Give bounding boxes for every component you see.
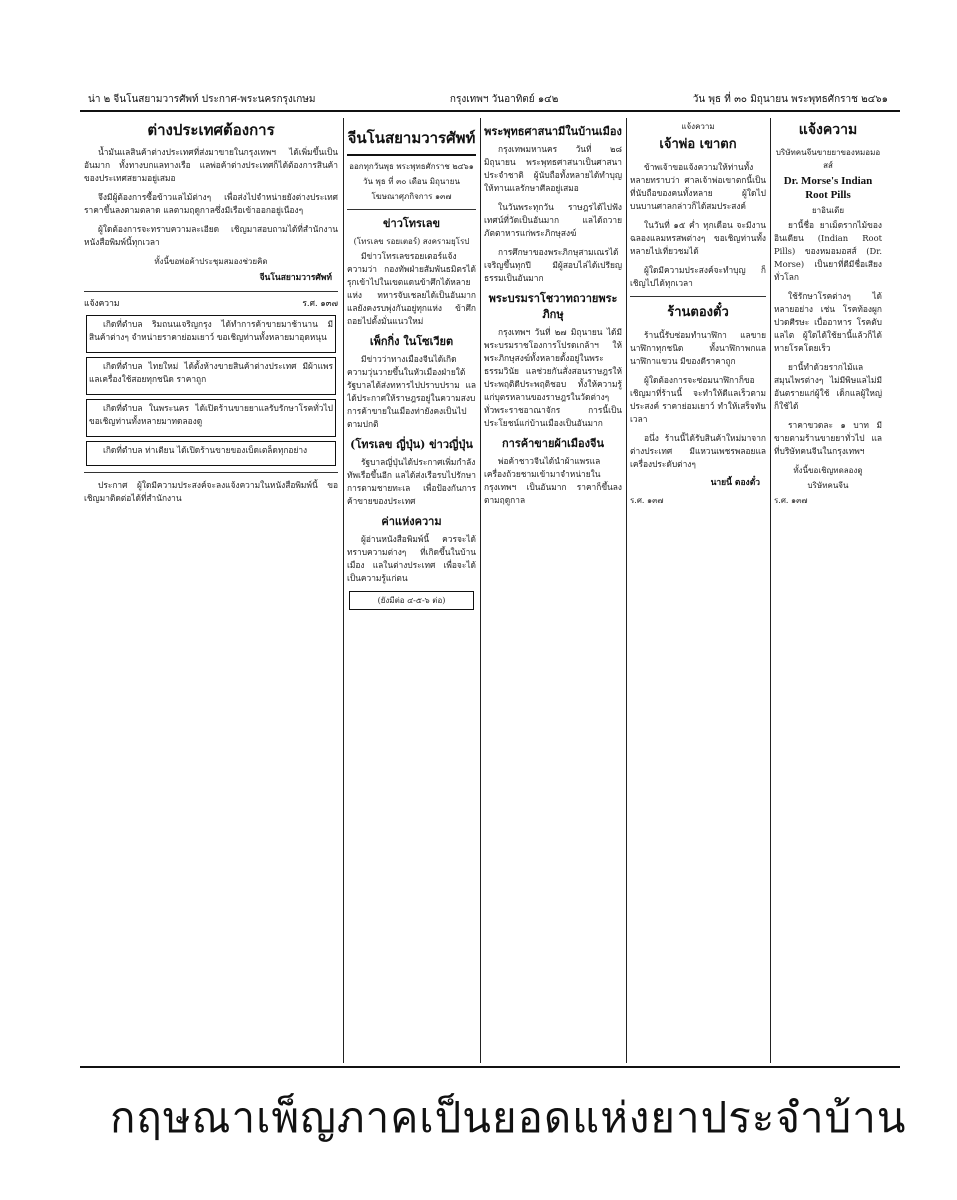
nameplate-line: วัน พุธ ที่ ๓๐ เดือน มิถุนายน <box>363 177 460 186</box>
ad-title: ร้านตองตั๋ว <box>667 305 729 320</box>
article-title: ต่างประเทศต้องการ <box>147 121 275 139</box>
section-body: กรุงเทพฯ วันที่ ๒๗ มิถุนายน ได้มีพระบรมราชโองการโปรดเกล้าฯ ให้พระภิกษุสงฆ์ทั้งหลายตั้งอยู่ในพระธรรมวินัย แลช่วยกันสั่งสอนราษฎรให้ประพฤติดีประพฤติชอบ ทั้งให้ความรู้แก่บุตรหลานของราษฎรในวัดต่างๆ ทั่วพระราชอาณาจักร การนี้เป็นประโยชน์แก่บ้านเมืองเป็นอันมาก <box>484 327 622 428</box>
column-separator <box>480 118 481 1063</box>
continued-note: (ยังมีต่อ ๔-๕-๖ ต่อ) <box>349 591 474 610</box>
ad-paragraph: ผู้ใดต้องการจะซ่อมนาฬิกาก็ขอเชิญมาที่ร้านนี้ จะทำให้ดีแลเร็วตามประสงค์ ราคาย่อมเยาว์ ทำให้เสร็จทันเวลา <box>630 375 766 424</box>
section-head: ค่าแห่งความ <box>381 515 442 528</box>
section-body: พ่อค้าชาวจีนได้นำผ้าแพรแลเครื่องถ้วยชามเข้ามาจำหน่ายในกรุงเทพฯ เป็นอันมาก ราคาก็ขึ้นลงตามฤดูกาล <box>484 456 622 505</box>
section-head: ข่าวโทรเลข <box>383 217 440 230</box>
advert-intro: บริษัทคนจีนขายยาของหมอมอสส์ <box>775 148 881 170</box>
notice-box <box>86 357 336 395</box>
column-separator <box>770 118 771 1063</box>
advert-paragraph: ราคาขวดละ ๑ บาท มีขายตามร้านขายยาทั่วไป แลที่บริษัทคนจีนในกรุงเทพฯ <box>774 420 882 456</box>
article-paragraph: กรุงเทพมหานคร วันที่ ๒๘ มิถุนายน พระพุทธศาสนาเป็นศาสนาประจำชาติ ผู้นับถือทั้งหลายได้ทำบุญให้ทานแลรักษาศีลอยู่เสมอ <box>484 144 622 193</box>
section-sub: (โทรเลข รอยเตอร์) สงครามยุโรป <box>353 237 470 246</box>
bottom-rule <box>80 1066 900 1068</box>
notice-item: เกิดที่ตำบล ท่าเตียน ได้เปิดร้านขายของเบ็ดเตล็ดทุกอย่าง <box>103 445 308 455</box>
top-rule <box>80 110 900 112</box>
signature: จีนโนสยามวารศัพท์ <box>259 273 332 283</box>
article-paragraph: จึงมีผู้ต้องการซื้อข้าวแลไม้ต่างๆ เพื่อส่งไปจำหน่ายยังต่างประเทศ ราคาขึ้นลงตามตลาด แลตามฤดูกาลซึ่งมีเรือเข้าออกอยู่เนืองๆ <box>84 192 338 215</box>
notice-title: เจ้าพ่อ เขาตก <box>659 137 737 152</box>
article-paragraph: น้ำมันแลสินค้าต่างประเทศที่ส่งมาขายในกรุงเทพฯ ได้เพิ่มขึ้นเป็นอันมาก ทั้งทางบกแลทางเรือ แลพ่อค้าต่างประเทศก็ได้ต้องการสินค้าของประเทศสยามอยู่เสมอ <box>84 147 338 183</box>
ad-signature: นายนี้ ตองตั๋ว <box>710 478 760 488</box>
nameplate-line: โฆษณาศุภกิจการ ๑๓๗ <box>371 192 452 201</box>
section-head: เพ็กกิ่ง ในโซเวียต <box>369 335 454 348</box>
advert-paragraph: ยานี้ชื่อ ยาเม็ดรากไม้ของอินเดียน (Indian Root Pills) ของหมอมอสส์ (Dr. Morse) เป็นยาที่ดีมีชื่อเสียงทั่วโลก <box>774 220 882 282</box>
article-title: พระพุทธศาสนามีในบ้านเมือง <box>484 125 622 138</box>
ad-paragraph: ร้านนี้รับซ่อมทำนาฬิกา แลขายนาฬิกาทุกชนิด ทั้งนาฬิกาพกแลนาฬิกาแขวน มีของดีราคาถูก <box>630 330 766 366</box>
article-paragraph: การศึกษาของพระภิกษุสามเณรได้เจริญขึ้นทุกปี มีผู้สอบไล่ได้เปรียญธรรมเป็นอันมาก <box>484 247 622 283</box>
column-advert <box>774 118 882 1063</box>
notice-paragraph: ผู้ใดมีความประสงค์จะทำบุญ ก็เชิญไปได้ทุกเวลา <box>630 265 766 288</box>
advert-brand: Dr. Morse's Indian Root Pills <box>783 175 873 201</box>
column-foreign <box>84 118 338 1063</box>
divider <box>347 209 476 210</box>
advert-title: แจ้งความ <box>798 122 858 138</box>
notice-item: ประกาศ ผู้ใดมีความประสงค์จะลงแจ้งความในหนังสือพิมพ์นี้ ขอเชิญมาติดต่อได้ที่สำนักงาน <box>84 480 338 503</box>
notice-label: แจ้งความ <box>84 299 120 309</box>
column-masthead <box>347 118 476 1063</box>
advert-date: ร.ศ. ๑๓๗ <box>774 496 808 505</box>
divider <box>84 291 338 292</box>
article-paragraph: ผู้ใดต้องการจะทราบความละเอียด เชิญมาสอบถามได้ที่สำนักงานหนังสือพิมพ์นี้ทุกเวลา <box>84 224 338 247</box>
advert-paragraph: ใช้รักษาโรคต่างๆ ได้หลายอย่าง เช่น โรคท้องผูก ปวดศีรษะ เบื่ออาหาร โรคตับแลไต ผู้ใดได้ใช้ยานี้แล้วก็ได้หายโรคโดยเร็ว <box>774 291 882 353</box>
footer-banner: กฤษณาเพ็ญภาคเป็นยอดแห่งยาประจำบ้าน <box>110 1093 907 1142</box>
running-head-center: กรุงเทพฯ วันอาทิตย์ ๑๔๒ <box>449 93 559 105</box>
ad-date: ร.ศ. ๑๓๗ <box>630 496 664 505</box>
notice-box <box>86 315 336 353</box>
advert-sign: ทั้งนี้ขอเชิญทดลองดู <box>793 466 863 475</box>
running-head <box>88 90 888 108</box>
notice-item: เกิดที่ตำบล ไทยใหม่ ได้ตั้งห้างขายสินค้าต่างประเทศ มีผ้าแพรแลเครื่องใช้สอยทุกชนิด ราคาถูก <box>89 361 333 384</box>
notice-item: เกิดที่ตำบล ในพระนคร ได้เปิดร้านขายยาแลรับรักษาโรคทั่วไป ขอเชิญท่านทั้งหลายมาทดลองดู <box>89 403 333 426</box>
advert-paragraph: ยานี้ทำด้วยรากไม้แลสมุนไพรต่างๆ ไม่มีพิษแลไม่มีอันตรายแก่ผู้ใช้ เด็กแลผู้ใหญ่ก็ใช้ได้ <box>774 362 882 411</box>
column-separator <box>343 118 344 1063</box>
sign-line: ทั้งนี้ขอพ่อค้าประชุมสมองช่วยคิด <box>154 257 268 266</box>
divider <box>84 472 338 473</box>
nameplate: จีนโนสยามวารศัพท์ <box>347 124 476 156</box>
section-body: รัฐบาลญี่ปุ่นได้ประกาศเพิ่มกำลังทัพเรือขึ้นอีก แลได้ส่งเรือรบไปรักษาการตามชายทะเล เพื่อป้องกันการค้าขายของประเทศ <box>347 457 476 506</box>
notice-label: แจ้งความ <box>681 122 715 131</box>
notice-paragraph: ข้าพเจ้าขอแจ้งความให้ท่านทั้งหลายทราบว่า ศาลเจ้าพ่อเขาตกนี้เป็นที่นับถือของคนทั้งหลาย ผู้ใดไปบนบานศาลกล่าวก็ได้สมประสงค์ <box>630 162 766 211</box>
notice-box <box>86 441 336 466</box>
section-body: มีข่าวโทรเลขรอยเตอร์แจ้งความว่า กองทัพฝ่ายสัมพันธมิตรได้รุกเข้าไปในเขตแดนข้าศึกได้หลายแห่ง ทหารจับเชลยได้เป็นอันมาก แลยังคงรบพุ่งกันอยู่ทุกแห่ง ข้าศึกถอยไปตั้งมั่นแนวใหม่ <box>347 251 476 326</box>
nameplate-line: ออกทุกวันพุธ พระพุทธศักราช ๒๔๖๑ <box>349 162 474 171</box>
ad-paragraph: อนึ่ง ร้านนี้ได้รับสินค้าใหม่มาจากต่างประเทศ มีแหวนเพชรพลอยแลเครื่องประดับต่างๆ <box>630 433 766 469</box>
notice-box <box>86 399 336 437</box>
section-body: มีข่าวว่าทางเมืองจีนได้เกิดความวุ่นวายขึ้นในหัวเมืองฝ่ายใต้ รัฐบาลได้ส่งทหารไปปราบปราม แลได้ประกาศให้ราษฎรอยู่ในความสงบ การค้าขายในเมืองท่ายังคงเป็นไปตามปกติ <box>347 354 476 429</box>
column-separator <box>626 118 627 1063</box>
section-head: การค้าขายผ้าเมืองจีน <box>502 437 604 450</box>
column-notices <box>630 118 766 1063</box>
advert-sign: บริษัทคนจีน <box>807 481 849 490</box>
divider <box>630 296 766 297</box>
running-head-left: น่า ๒ จีนโนสยามวารศัพท์ ประกาศ-พระนครกรุงเกษม <box>88 93 316 105</box>
notice-item: เกิดที่ตำบล ริมถนนเจริญกรุง ได้ทำการค้าขายมาช้านาน มีสินค้าต่างๆ จำหน่ายราคาย่อมเยาว์ ขอเชิญท่านทั้งหลายมาอุดหนุน <box>89 319 333 342</box>
section-body: ผู้อ่านหนังสือพิมพ์นี้ ควรจะได้ทราบความต่างๆ ที่เกิดขึ้นในบ้านเมือง แลในต่างประเทศ เพื่อจะได้เป็นความรู้แก่ตน <box>347 534 476 583</box>
section-head: พระบรมราโชวาทถวายพระภิกษุ <box>488 292 618 321</box>
column-religion <box>484 118 622 1063</box>
section-head: (โทรเลข ญี่ปุ่น) ข่าวญี่ปุ่น <box>350 438 473 451</box>
notice-date: ร.ศ. ๑๓๗ <box>302 299 338 309</box>
advert-sub: ยาอินเดีย <box>811 206 845 215</box>
article-paragraph: ในวันพระทุกวัน ราษฎรได้ไปฟังเทศน์ที่วัดเป็นอันมาก แลได้ถวายภัตตาหารแก่พระภิกษุสงฆ์ <box>484 202 622 238</box>
notice-header <box>84 298 338 311</box>
running-head-right: วัน พุธ ที่ ๓๐ มิถุนายน พระพุทธศักราช ๒๔๖๑ <box>692 93 888 105</box>
notice-paragraph: ในวันที่ ๑๕ ค่ำ ทุกเดือน จะมีงานฉลองแลมหรสพต่างๆ ขอเชิญท่านทั้งหลายไปเที่ยวชมได้ <box>630 220 766 256</box>
